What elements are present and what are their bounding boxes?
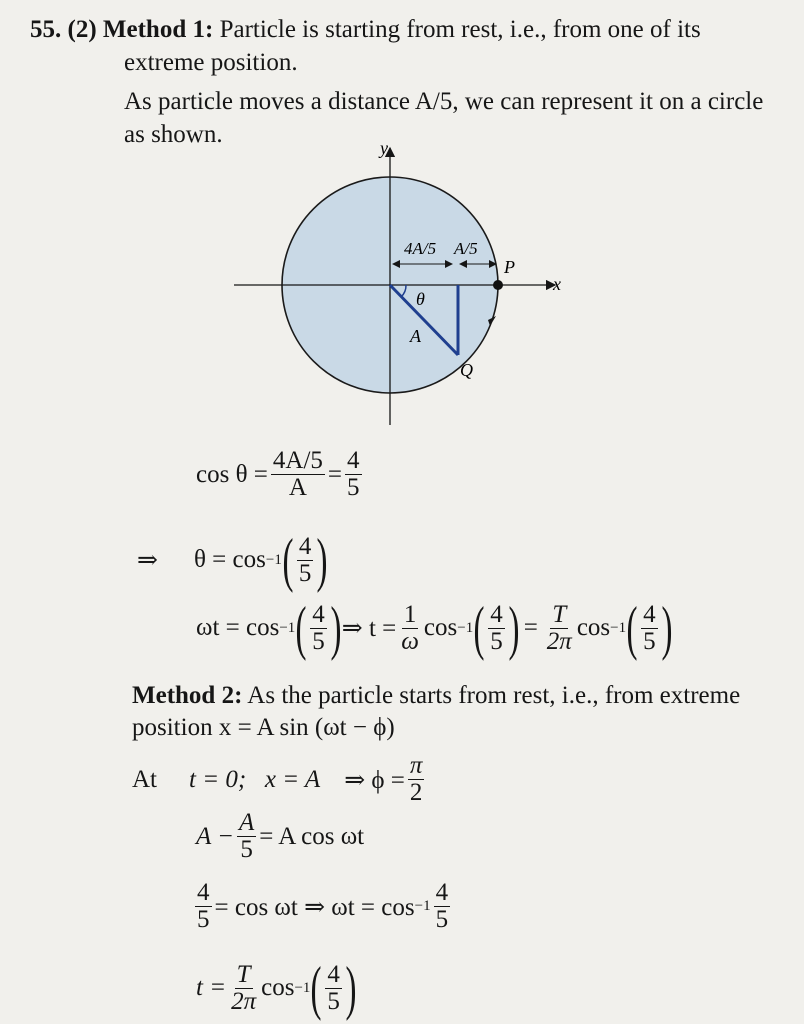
para1-line2: as shown. [124,121,223,148]
method2-label: Method 2: [132,682,243,709]
point-P [493,280,503,290]
equation-time-result: t = $\frac{T}{2\pi}$ cos −1 ( $\frac{4}{5}$ ) [196,955,357,1021]
para1-line1: As particle moves a distance A/5, we can represent it on a circle [124,88,764,115]
label-A5: A/5 [454,239,478,258]
label-A: A [410,326,421,346]
reference-circle-figure [220,140,580,430]
fraction: $\frac{4}{5}$ [347,447,360,501]
method1-text-line2: extreme position. [124,49,298,76]
y-axis-label: y [380,140,388,158]
label-4A5: 4A/5 [404,239,437,258]
label-Q: Q [460,360,473,380]
x-axis-label: x [553,274,561,294]
equation-cos-omega-t: $\frac{4}{5}$ = cos ωt ⇒ ωt = cos −1 $\frac{4}{5}$ [197,879,449,933]
fraction: $\frac{4A/5}{A}$ [272,447,323,501]
equation-displacement: A − $\frac{A}{5}$ = A cos ωt [196,809,365,863]
equation-initial-condition: At t = 0; x = A ⇒ ϕ = $\frac{\pi}{2}$ [132,752,423,806]
method2-line2: position x = A sin (ωt − ϕ) [132,714,395,741]
problem-number: 55. [30,16,62,43]
equation-theta: ⇒ θ = cos −1 ( $\frac{4}{5}$ ) [137,527,328,593]
problem-heading [30,14,701,46]
equation-omega-t: ωt = cos −1 ( $\frac{4}{5}$ ) ⇒ t = $\frac{1}{\omega}$ cos −1 ( $\frac{4}{5}$ ) = $\frac{T}{2\pi}$ cos −1 ( $\frac{4}{5}$ ) [196,595,673,661]
fraction: $\frac{4}{5}$ [298,532,312,587]
equation-cos-theta: cos θ = $\frac{4A/5}{A}$ = $\frac{4}{5}$ [196,447,360,501]
method1-text-line1: Particle is starting from rest, i.e., from one of its [219,16,701,43]
method1-label: Method 1: [102,16,214,43]
label-P: P [504,257,515,277]
method2-line1: Method 2: As the particle starts from rest, i.e., from extreme [132,682,741,709]
answer-option: (2) [67,16,97,43]
label-theta: θ [416,289,425,309]
